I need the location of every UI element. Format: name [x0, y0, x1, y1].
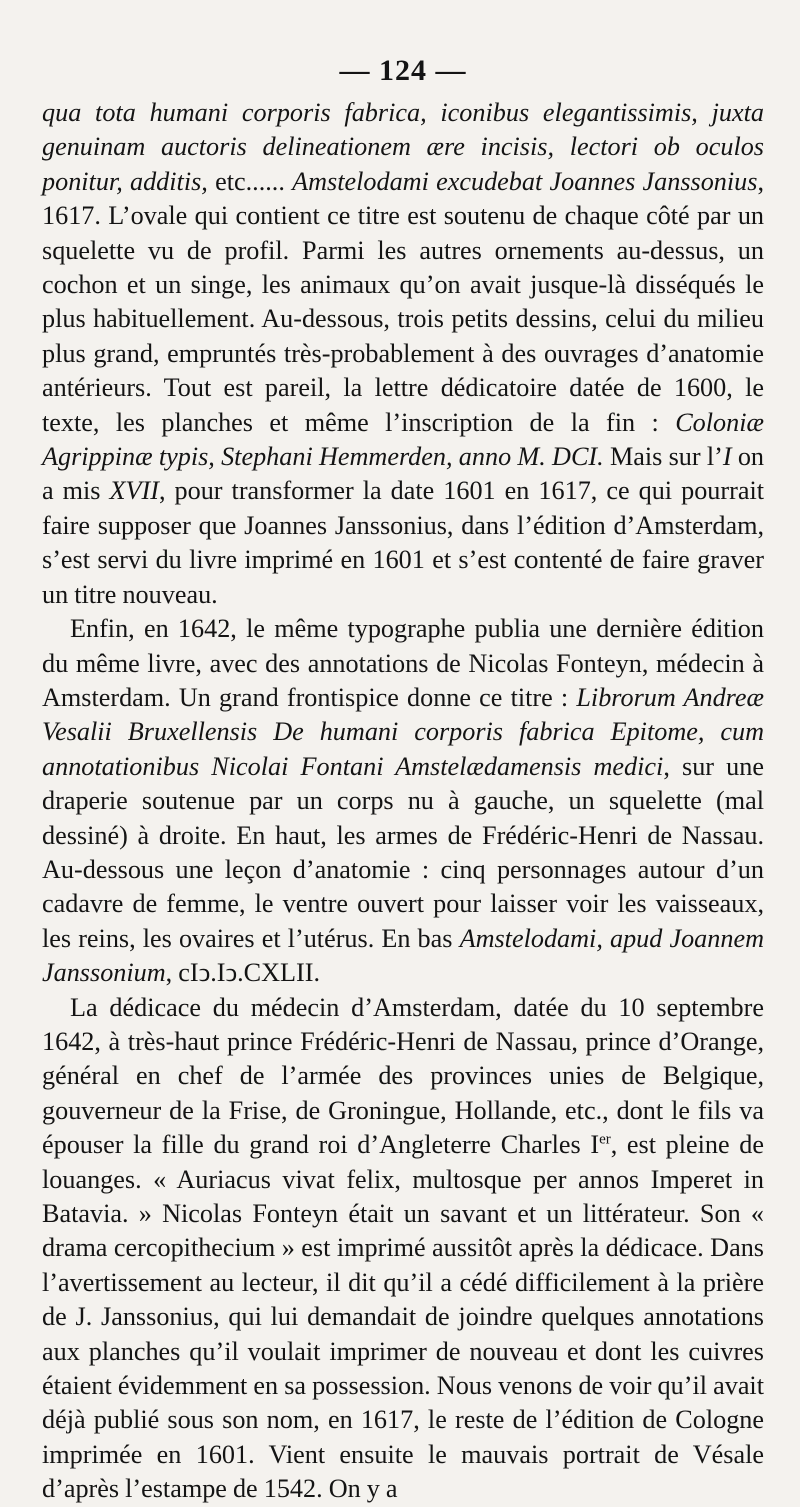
italic-text-segment: Librorum Andreæ Vesalii Bruxellensis De humani corporis fabrica Epitome, cum annotationibus Nicolai Fontani Amstelædamensis medici	[42, 682, 764, 781]
text-segment: etc......	[215, 166, 293, 196]
text-segment: , cIↄ.Iↄ.CXLII.	[165, 958, 321, 988]
text-segment: Mais sur l’	[603, 442, 723, 472]
paragraph-1	[42, 96, 764, 612]
text-segment: , est pleine de louanges. « Auriacus vivat felix, multosque per annos Imperet in Batavia. » Nicolas Fonteyn était un savant et un littérateur. Son « drama cercopithecium » est imprimé aussitôt après la dédicace. Dans l’avertissement au lecteur, il dit qu’il a cédé difficilement à la prière de J. Janssonius, qui lui demandait de joindre quelques annotations aux planches qu’il voulait imprimer de nouveau et dont les cuivres étaient évidemment en sa possession. Nous venons de voir qu’il avait déjà publié sous son nom, en 1617, le reste de l’édition de Cologne imprimée en 1601. Vient ensuite le mauvais portrait de Vésale d’après l’estampe de 1542. On y a	[42, 1130, 765, 1504]
paragraph-3	[42, 991, 764, 1507]
italic-text-segment: I	[722, 442, 732, 472]
italic-text-segment: Amstelodami, apud Joannem Janssonium	[42, 923, 764, 988]
text-segment: , 1617. L’ovale qui contient ce titre est soutenu de chaque côté par un squelette vu de profil. Parmi les autres ornements au-dessus, un cochon et un singe, les animaux qu’on avait jusque-là disséqués le plus habituellement. Au-dessous, trois petits dessins, celui du milieu plus grand, empruntés très-probablement à des ouvrages d’anatomie antérieurs. Tout est pareil, la lettre dédicatoire datée de 1600, le texte, les planches et même l’inscription de la fin :	[42, 166, 765, 437]
text-segment: , sur une draperie soutenue par un corps nu à gauche, un squelette (mal dessiné) à droite. En haut, les armes de Frédéric-Henri de Nassau. Au-dessous une leçon d’anatomie : cinq personnages autour d’un cadavre de femme, le ventre ouvert pour laisser voir les vaisseaux, les reins, les ovaires et l’utérus. En bas	[42, 751, 764, 953]
italic-text-segment: Amstelodami excudebat Joannes Janssonius	[292, 166, 758, 196]
text-segment: La dédicace du médecin d’Amsterdam, datée du 10 septembre 1642, à très-haut prince Frédéric-Henri de Nassau, prince d’Orange, général en chef de l’armée des provinces unies de Belgique, gouverneur de la Frise, de Groningue, Hollande, etc., dont le fils va épouser la fille du grand roi d’Angleterre Charles I	[42, 992, 764, 1160]
italic-text-segment: Coloniæ Agrippinæ typis, Stephani Hemmerden, anno M. DCI.	[42, 407, 764, 472]
text-segment: er	[599, 1131, 611, 1148]
text-segment: , pour transformer la date 1601 en 1617, ce qui pourrait faire supposer que Joannes Janssonius, dans l’édition d’Amsterdam, s’est servi du livre imprimé en 1601 et s’est contenté de faire graver un titre nouveau.	[42, 476, 764, 609]
text-segment: Enfin, en 1642, le même typographe publia une dernière édition du même livre, avec des annotations de Nicolas Fonteyn, médecin à Amsterdam. Un grand frontispice donne ce titre :	[42, 614, 764, 712]
italic-text-segment: XVII	[109, 476, 159, 506]
page-number: — 124 —	[339, 54, 467, 87]
text-segment: on a mis	[42, 442, 765, 506]
paragraph-2	[42, 612, 764, 990]
italic-text-segment: qua tota humani corporis fabrica, iconibus elegantissimis, juxta genuinam auctoris delineationem ære incisis, lectori ob oculos ponitur, additis,	[42, 98, 764, 196]
body-text	[42, 96, 764, 1507]
